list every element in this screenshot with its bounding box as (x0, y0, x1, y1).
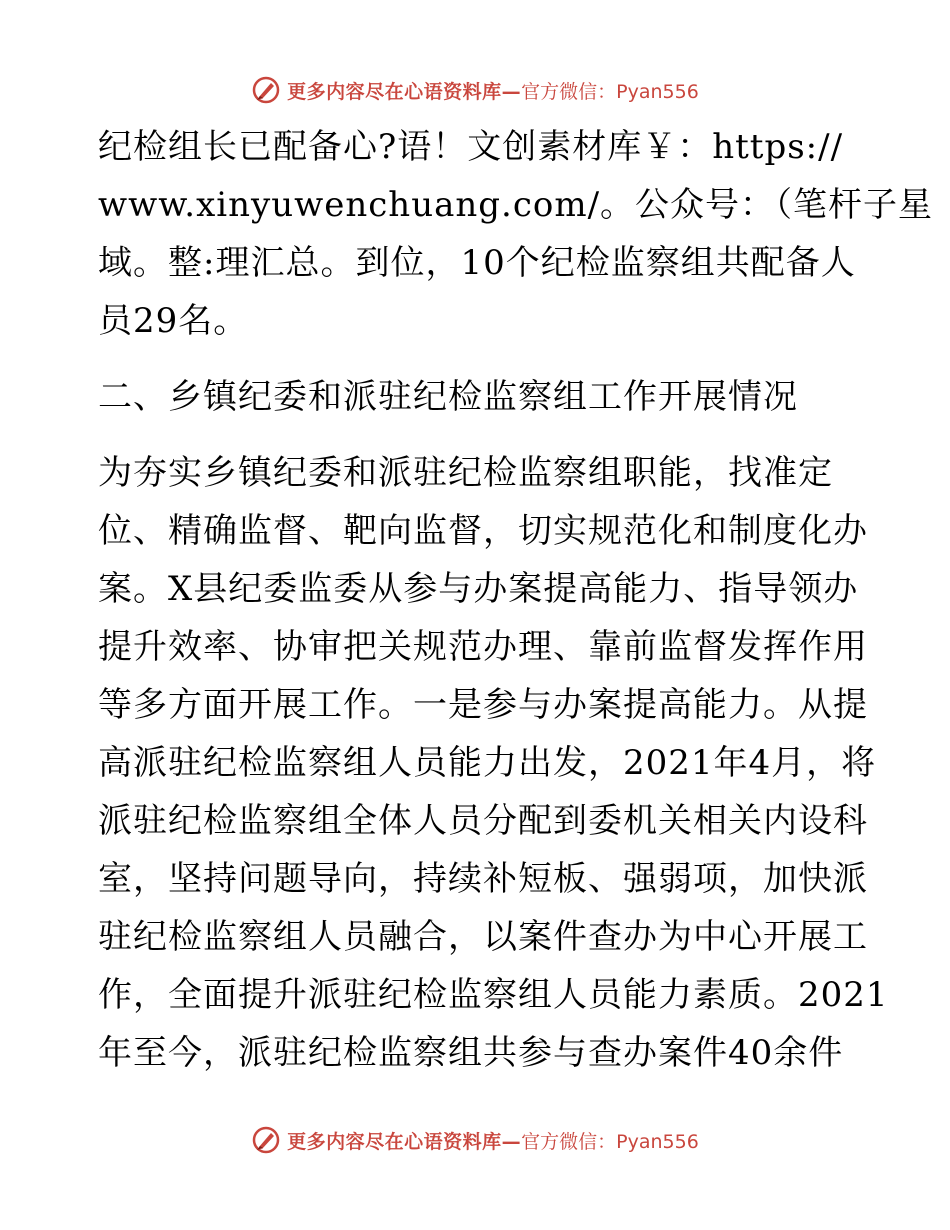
paragraph-line: 提升效率、协审把关规范办理、靠前监督发挥作用 (98, 627, 868, 667)
paragraph-line: 位、精确监督、靶向监督，切实规范化和制度化办 (98, 511, 868, 551)
paragraph-line: 驻纪检监察组人员融合，以案件查办为中心开展工 (98, 917, 868, 957)
quill-pen-logo-icon (251, 1125, 281, 1155)
banner-wechat-id: 官方微信：Pyan556 (521, 80, 699, 103)
paragraph-line: 等多方面开展工作。一是参与办案提高能力。从提 (98, 685, 868, 725)
paragraph-line: 年至今，派驻纪检监察组共参与查办案件40余件 (98, 1033, 844, 1073)
section-heading: 二、乡镇纪委和派驻纪检监察组工作开展情况 (98, 377, 798, 417)
paragraph-line: 高派驻纪检监察组人员能力出发，2021年4月，将 (98, 743, 877, 783)
banner-text: 更多内容尽在心语资料库— (287, 80, 522, 103)
paragraph-line: 室，坚持问题导向，持续补短板、强弱项，加快派 (98, 859, 868, 899)
paragraph-line: 派驻纪检监察组全体人员分配到委机关相关内设科 (98, 801, 868, 841)
quill-pen-logo-icon (251, 75, 281, 105)
body-line: 员29名。 (98, 301, 249, 341)
paragraph-line: 作，全面提升派驻纪检监察组人员能力素质。2021 (98, 975, 889, 1015)
paragraph-line: 案。X县纪委监委从参与办案提高能力、指导领办 (98, 569, 859, 609)
body-line: 纪检组长已配备心?语！文创素材库￥：https:// (98, 127, 844, 167)
body-line: 域。整:理汇总。到位，10个纪检监察组共配备人 (98, 243, 856, 283)
banner-wechat-id: 官方微信：Pyan556 (521, 1130, 699, 1153)
footer-banner (0, 1120, 950, 1160)
document-body (98, 118, 934, 1082)
body-line: www.xinyuwenchuang.com/。公众号：（笔杆子星 (98, 185, 934, 225)
header-banner (0, 70, 950, 110)
banner-text: 更多内容尽在心语资料库— (287, 1130, 522, 1153)
paragraph-line: 为夯实乡镇纪委和派驻纪检监察组职能，找准定 (98, 453, 833, 493)
